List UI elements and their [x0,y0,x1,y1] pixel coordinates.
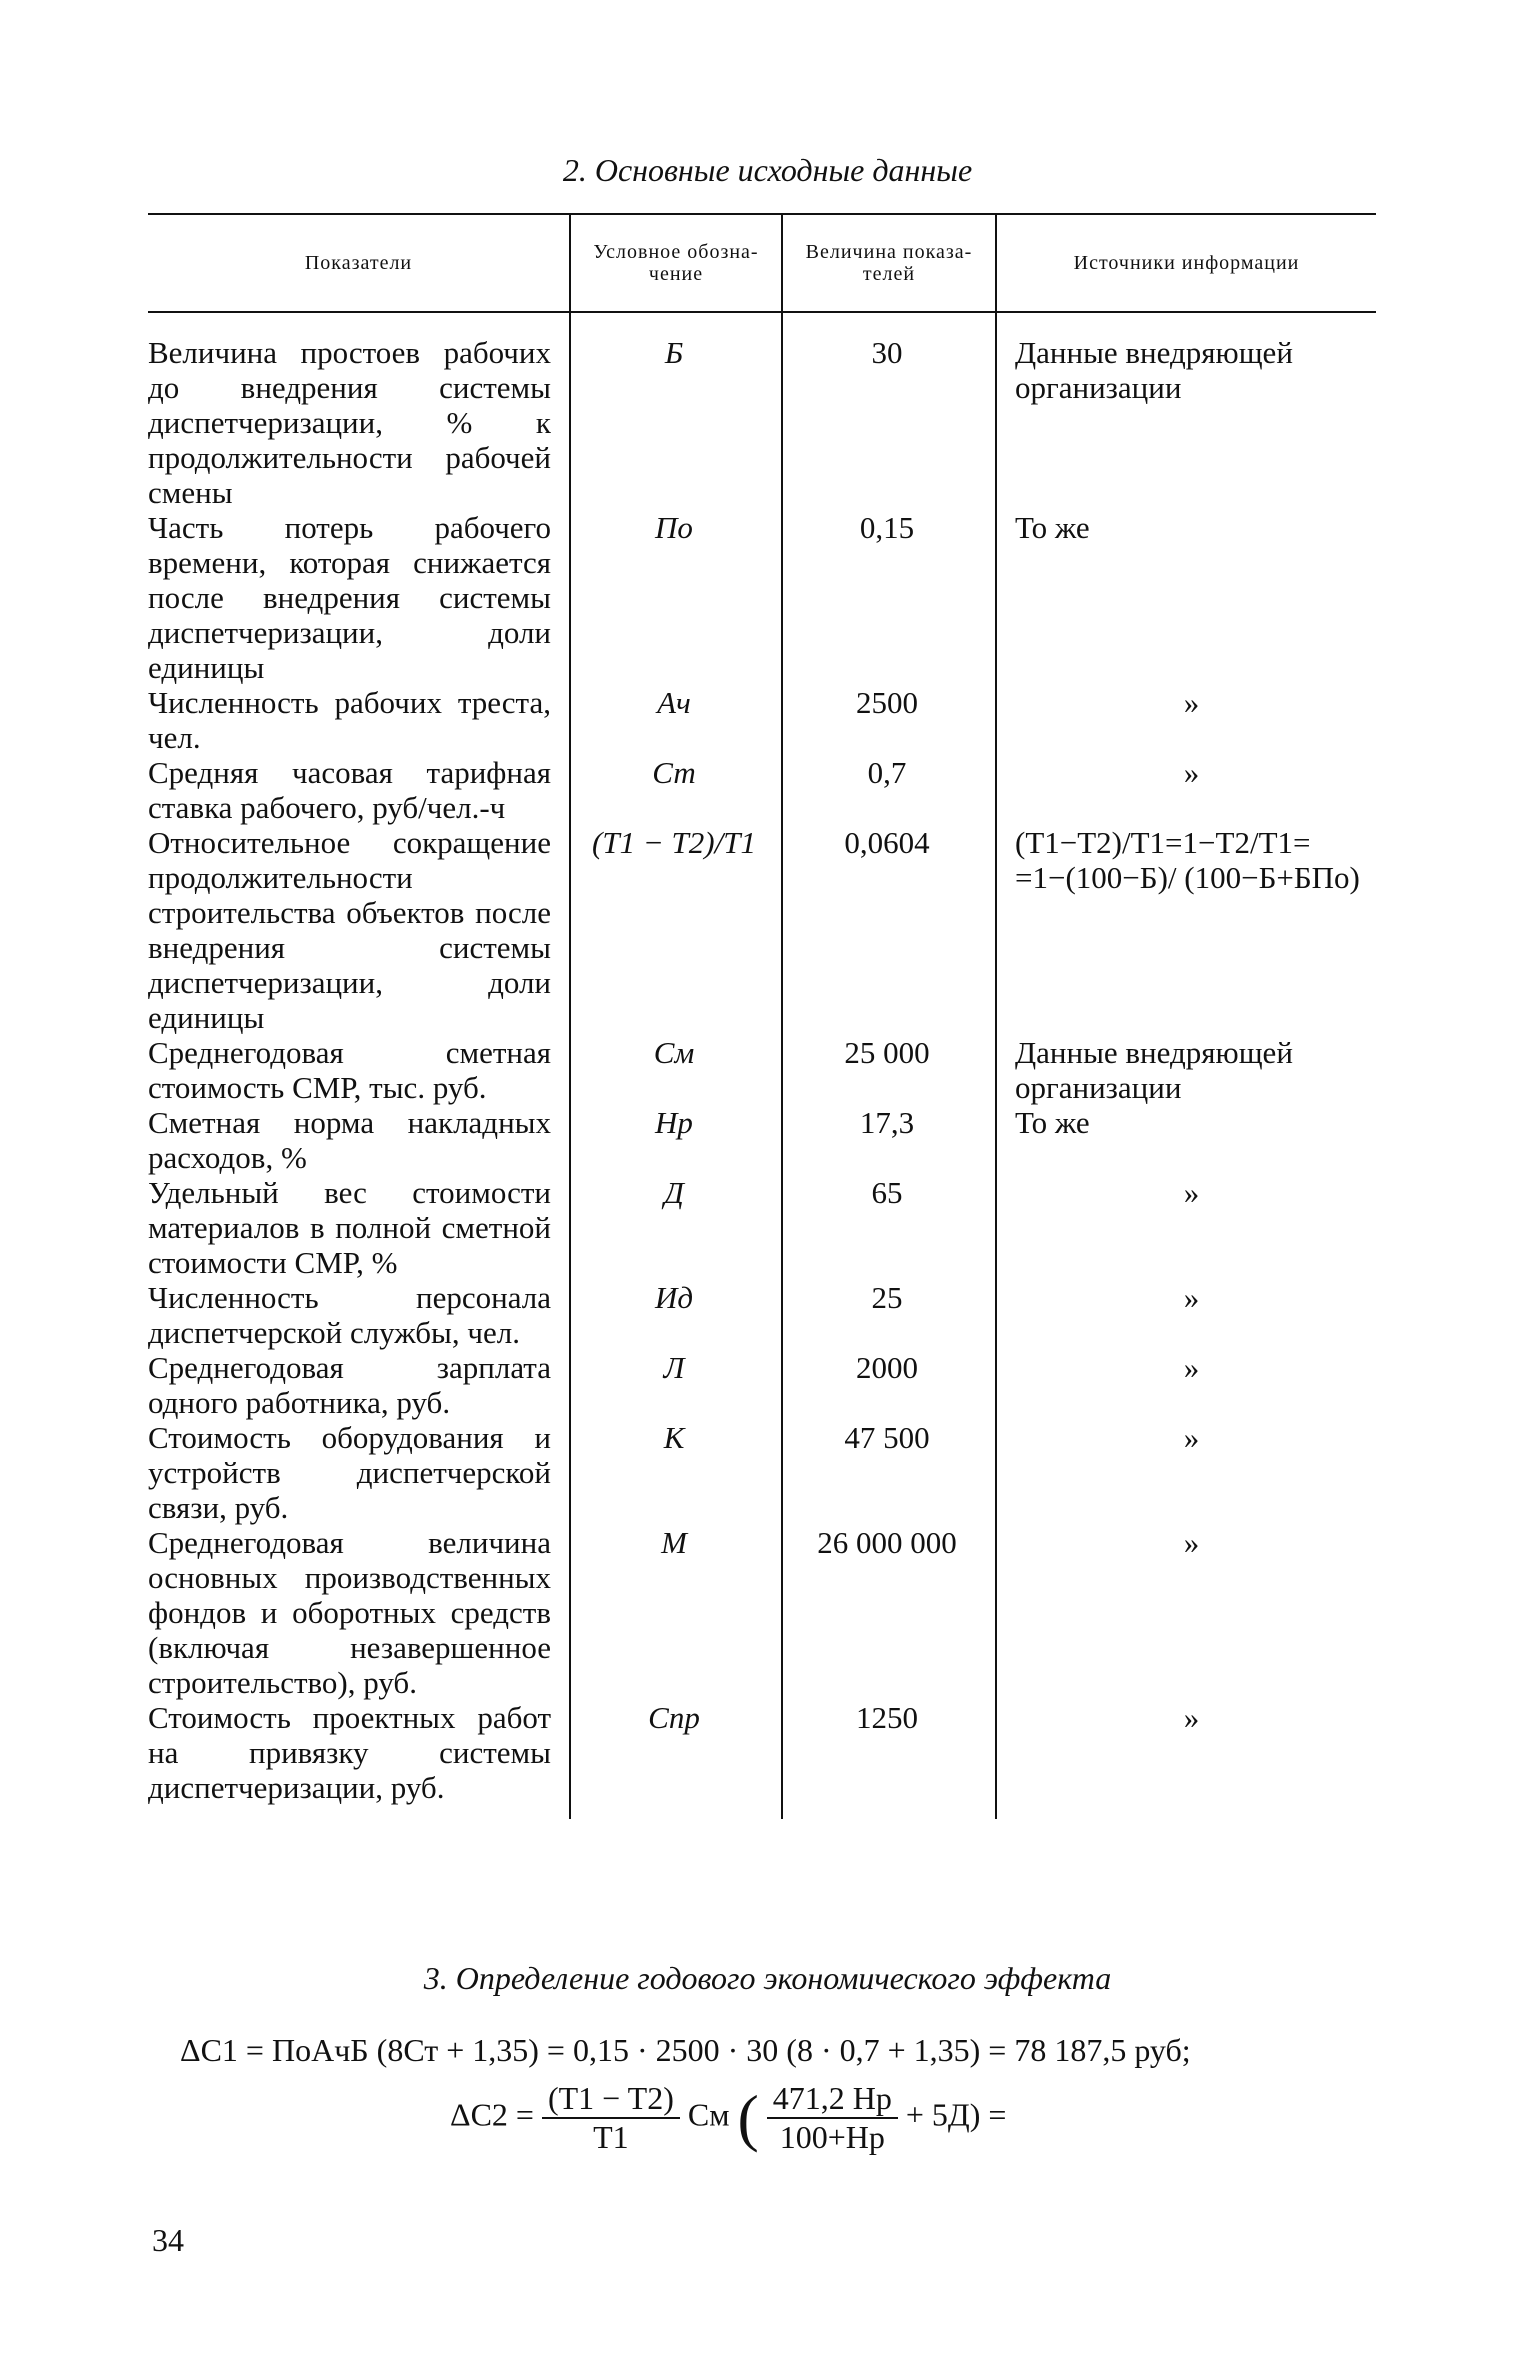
cell-source: » [996,1175,1376,1280]
table-row [148,1280,1376,1350]
cell-indicator: Стоимость оборудования и устройств диспетчерской связи, руб. [148,1420,551,1525]
formula2-fraction-2-denominator: 100+Нр [779,2119,885,2155]
table-row [148,1035,1376,1105]
cell-source: То же [996,510,1376,685]
cell-source: » [996,685,1376,755]
table-row [148,1700,1376,1819]
cell-symbol: По [570,510,782,685]
cell-symbol: Ид [570,1280,782,1350]
table-row [148,825,1376,1035]
formula2-fraction-1-denominator: T1 [593,2119,629,2155]
cell-source: » [996,1525,1376,1700]
formula2-fraction-2 [767,2080,898,2156]
cell-indicator: Величина простоев рабочих до внедрения системы диспетчеризации, % к продолжительности рабочей смены [148,335,551,510]
header-symbol: Условное обозна- чение [570,214,782,312]
cell-indicator: Относительное сокращение продолжительности строительства объектов после внедрения системы диспетчеризации, доли единицы [148,825,551,1035]
formula2-fraction-2-numerator: 471,2 Нр [767,2080,898,2119]
source-data-table [148,213,1376,1819]
section-3-title: 3. Определение годового экономического эффекта [423,1960,1112,1996]
cell-source: Данные внедряющей организации [996,1035,1376,1105]
section-2-title: 2. Основные исходные данные [562,152,973,188]
cell-symbol: Ст [570,755,782,825]
table-row [148,1525,1376,1700]
cell-indicator: Удельный вес стоимости материалов в полной сметной стоимости СМР, % [148,1175,551,1280]
cell-value: 25 [782,1280,996,1350]
cell-symbol: Ач [570,685,782,755]
cell-value: 0,7 [782,755,996,825]
table-row [148,755,1376,825]
table-row [148,312,1376,510]
cell-source: » [996,755,1376,825]
cell-indicator: Среднегодовая зарплата одного работника, руб. [148,1350,551,1420]
table-row [148,1420,1376,1525]
formula-delta-c1: ΔC1 = ПоАчБ (8Ст + 1,35) = 0,15 · 2500 · 30 (8 · 0,7 + 1,35) = 78 187,5 руб; [180,2032,1191,2068]
cell-indicator: Среднегодовая сметная стоимость СМР, тыс. руб. [148,1035,551,1105]
page-number: 34 [152,2222,184,2258]
table-row [148,1105,1376,1175]
cell-source: » [996,1280,1376,1350]
cell-value: 0,0604 [782,825,996,1035]
header-source: Источники информации [996,214,1376,312]
cell-value: 2000 [782,1350,996,1420]
cell-symbol: К [570,1420,782,1525]
formula2-lhs: ΔC2 = [450,2096,534,2133]
cell-source: То же [996,1105,1376,1175]
table-row [148,510,1376,685]
cell-symbol: Б [570,312,782,510]
cell-value: 26 000 000 [782,1525,996,1700]
cell-value: 65 [782,1175,996,1280]
cell-value: 25 000 [782,1035,996,1105]
cell-symbol: М [570,1525,782,1700]
cell-value: 47 500 [782,1420,996,1525]
cell-symbol: Спр [570,1700,782,1819]
cell-symbol: Нр [570,1105,782,1175]
cell-source: » [996,1420,1376,1525]
cell-indicator: Сметная норма накладных расходов, % [148,1105,551,1175]
header-indicators: Показатели [304,252,413,274]
cell-symbol: (T1 − T2)/T1 [570,825,782,1035]
cell-indicator: Стоимость проектных работ на привязку системы диспетчеризации, руб. [148,1700,551,1805]
table-row [148,1175,1376,1280]
cell-symbol: Л [570,1350,782,1420]
cell-value: 1250 [782,1700,996,1819]
cell-indicator: Численность рабочих треста, чел. [148,685,551,755]
table-row [148,685,1376,755]
formula2-cm: См [687,2096,730,2133]
cell-source: » [996,1700,1376,1819]
formula2-open-paren: ( [737,2082,759,2153]
formula-delta-c2 [450,2080,1006,2156]
cell-symbol: См [570,1035,782,1105]
cell-symbol: Д [570,1175,782,1280]
formula2-fraction-1 [542,2080,680,2156]
cell-indicator: Часть потерь рабочего времени, которая снижается после внедрения системы диспетчеризации, доли единицы [148,510,551,685]
cell-value: 0,15 [782,510,996,685]
cell-source: Данные внедряющей организации [996,312,1376,510]
formula2-tail: + 5Д) = [905,2096,1007,2133]
table-row [148,1350,1376,1420]
cell-indicator: Численность персонала диспетчерской службы, чел. [148,1280,551,1350]
cell-value: 2500 [782,685,996,755]
cell-value: 30 [782,312,996,510]
cell-source: » [996,1350,1376,1420]
table-header-row [148,214,1376,312]
header-value: Величина показа- телей [782,214,996,312]
cell-indicator: Средняя часовая тарифная ставка рабочего, руб/чел.-ч [148,755,551,825]
cell-source: (T1−T2)/T1=1−T2/T1= =1−(100−Б)/ (100−Б+БПо) [996,825,1376,1035]
cell-indicator: Среднегодовая величина основных производственных фондов и оборотных средств (включая незавершенное строительство), руб. [148,1525,551,1700]
formula2-fraction-1-numerator: (T1 − T2) [542,2080,680,2119]
cell-value: 17,3 [782,1105,996,1175]
